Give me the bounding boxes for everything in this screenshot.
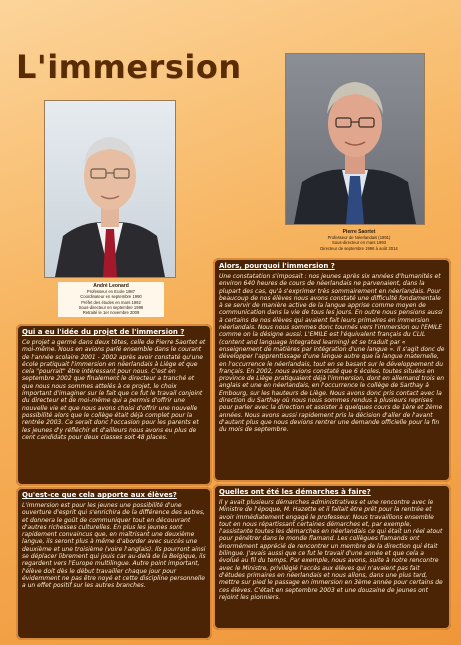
section-benefits <box>16 487 212 640</box>
caption-right-line: Professeur de Néerlandais (1991) <box>327 235 391 241</box>
portrait-photo-right <box>285 53 425 225</box>
section-steps <box>213 484 451 630</box>
section-heading: Qui a eu l'idée du projet de l'immersion ? <box>22 328 185 336</box>
page-title: L'immersion <box>16 48 242 86</box>
portrait-left-icon <box>45 101 175 277</box>
section-text: Ce projet a germé dans deux têtes, celle de Pierre Saortet et moi-même. Nous en avions parlé ensemble dans le courant de l'année scolaire 2001 - 2002 après avoir constaté qu'une école pratiquait l'immersion en néerlandais à Liège et que cela "pourrait" être intéressant pour nous. C'est en septembre 2002 que finalement le directeur a tranché et que nous nous sommes attelés à ce projet, le choix important d'imaginer sur le fait que ce fut le travail conjoint du directeur et de moi-même qui a permis d'offrir une nouvelle vie et que nous avons choisi d'offrir une nouvelle possibilité alors que le collège était déjà complet pour la rentrée 2003. Ce serait donc l'occasion pour les parents et les jeunes d'y réfléchir et d'ailleurs nous avons eu plus de cent candidats pour deux classes soit 48 places. <box>22 339 206 441</box>
caption-right-line: Sous-directeur en mars 1993 <box>332 240 386 246</box>
section-why <box>213 258 451 482</box>
caption-left-line: Sous-directeur en septembre 1996 <box>78 304 144 310</box>
section-heading: Quelles ont été les démarches à faire? <box>219 488 371 496</box>
section-text: Il y avait plusieurs démarches administratives et une rencontre avec le Ministre de l'époque, M. Hazette et il fallait être prêt pour la rentrée et avoir immédiatement engagé le professeur. Nous travaillions ensemble tout en nous répartissant certaines démarches et, par exemple, l'assistante toutes les démarches en néerlandais ce qui était un réel atout pour pénétrer dans le monde flamand. Les collègues flamands ont énormément apprécié de rencontrer un membre de la direction qui était bilingue. J'avais aussi que ce fut le travail d'une année et que cela a évolué au fil du temps. Par exemple, nous avons, suite à notre rencontre avec le Ministre, privilégié l'accès aux élèves qui n'avaient pas fait d'études primaires en néerlandais et nous allons, dans une plus tard, mettre sur pied le passage en immersion en 3ème année pour certains de ces élèves. C'était en septembre 2003 et une douzaine de jeunes ont rejoint les pionniers. <box>219 499 443 601</box>
caption-left-line: Retraité le 1er novembre 2009 <box>82 310 140 316</box>
caption-right-line: Directeur de septembre 1996 à août 2014 <box>320 245 398 251</box>
caption-left-name: André Leonard <box>93 283 129 289</box>
section-idea <box>16 324 212 486</box>
section-text: L'immersion est pour les jeunes une possibilité d'une ouverture d'esprit qui s'enrichira de la différence des autres, et donnera le goût de communiquer tout en découvrant d'autres richesses culturelles. En plus les jeunes sont rapidement convaincus que, en maîtrisant une deuxième langue, ils seront plus à même d'aborder avec succès une deuxième et une troisième (voire l'anglais). Ils pourront ainsi se déplacer librement qui jouis car au-delà de la Belgique, ils regardent vers l'Europe multilingue. Autre point important, l'élève doit dès le début travailler chaque jour pour évidemment ne pas être noyé et cette discipline personnelle a un effet positif sur les autres branches. <box>22 502 206 590</box>
caption-left-line: Préfet des études en mars 1992 <box>81 299 141 305</box>
section-heading: Qu'est-ce que cela apporte aux élèves? <box>22 491 177 499</box>
portrait-right-icon <box>286 54 424 224</box>
caption-right-name: Pierre Saortet <box>342 229 376 235</box>
caption-left-line: Professeur en Ecole 1987 <box>86 289 136 295</box>
caption-left <box>58 282 164 317</box>
caption-right <box>300 228 418 253</box>
section-text: Une constatation s'imposait : nos jeunes après six années d'humanités et environ 640 heures de cours de néerlandais ne parvenaient, dans la plupart des cas, qu'à s'exprimer très sommairement en néerlandais. Pour beaucoup de nos élèves nous avons constaté une difficulté fondamentale à se servir de manière active de la langue apprise comme moyen de communication dans la vie de tous les jours. En outre nous pensions aussi à certains de nos élèves qui avaient fait leurs primaires en immersion néerlandais. Nous nous sommes donc tournés vers l'immersion ou l'EMILE comme on la désigne aussi. L'EMILE est l'équivalent français du CLIL (content and language integrated learning) et se traduit par « enseignement de matières par intégration d'une langue ». Il s'agit donc de développer l'apprentissage d'une langue autre que la langue maternelle, en l'occurrence le néerlandais, tout en se basant sur le développement du français. En 2002, nous avions constaté que 6 écoles, toutes situées en province de Liège pratiquaient déjà l'immersion, dont en allemand trois en anglais et une en néerlandais, en l'occurrence le collège de Sarthay à Embourg, sur les hauteurs de Liège. Nous avons donc pris contact avec la direction du Sarthay où nous nous sommes rendus à plusieurs reprises pour parler avec la direction et assister à quelques cours de 1ère et 2ème années. Nous avons aussi rapidement pris la décision d'aller de l'avant d'autant plus que nous devions rentrer une demande officielle pour la fin du mois de septembre. <box>219 273 445 434</box>
portrait-photo-left <box>44 100 176 278</box>
caption-left-line: Coordinateur en septembre 1990 <box>80 294 142 300</box>
section-heading: Alors, pourquoi l'immersion ? <box>219 262 335 270</box>
